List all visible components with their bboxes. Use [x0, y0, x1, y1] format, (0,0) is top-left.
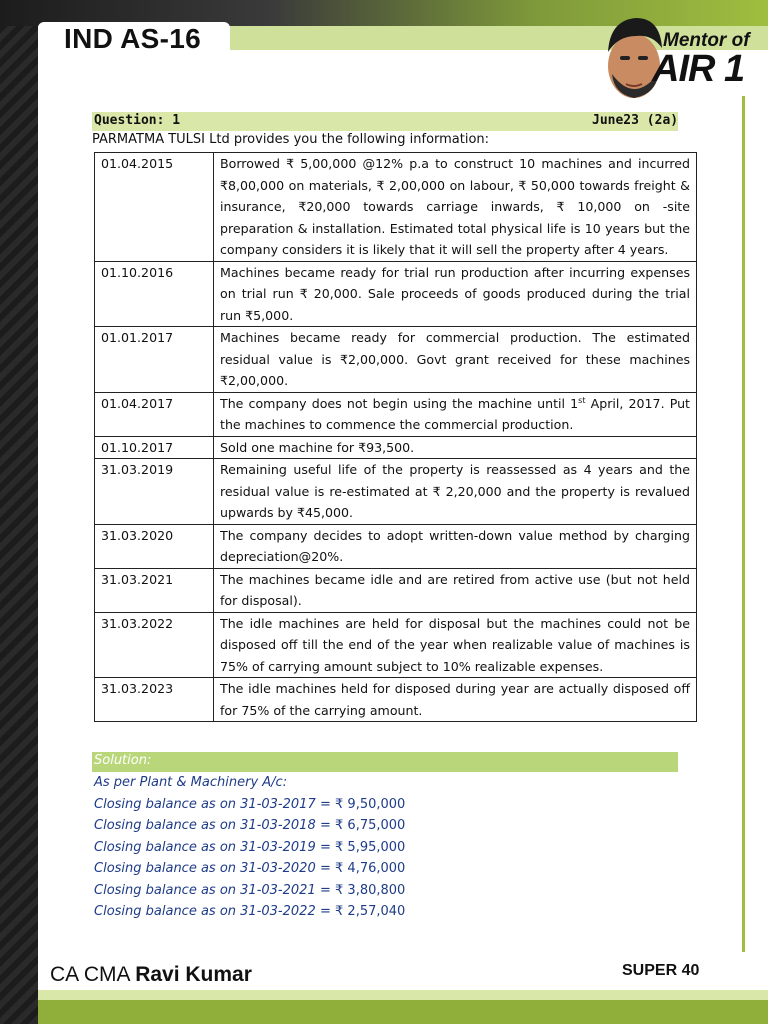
balance-label: Closing balance as on 31-03-2021 [94, 882, 316, 898]
row-description: Borrowed ₹ 5,00,000 @12% p.a to construct 10 machines and incurred ₹8,00,000 on materials, ₹ 2,00,000 on labour, ₹ 50,000 towards freight & insurance, ₹20,000 towards carriage inwards, ₹ 10,000 on -site preparation & installation. Estimated total physical life is 10 years but the company considers it is likely that it will sell the property after 4 years. [214, 153, 697, 262]
balance-label: Closing balance as on 31-03-2017 [94, 796, 316, 812]
table-row [95, 153, 697, 262]
balance-label: Closing balance as on 31-03-2022 [94, 904, 316, 919]
table-row [95, 612, 697, 678]
ordinal-suffix: st [578, 395, 586, 405]
row-date: 01.04.2015 [95, 153, 214, 262]
table-row [95, 436, 697, 459]
row-date: 01.10.2017 [95, 436, 214, 459]
row-description: Sold one machine for ₹93,500. [214, 436, 697, 459]
row-text-part: April, 2017. Put the machines to commence the commercial production. [220, 395, 690, 432]
row-description: The company decides to adopt written-down value method by charging depreciation@20%. [214, 524, 697, 568]
question-reference: June23 (2a) [592, 113, 679, 128]
table-row [95, 392, 697, 436]
balance-label: Closing balance as on 31-03-2020 [94, 861, 316, 876]
brand-line-1: Mentor of [663, 30, 750, 51]
bottom-light-band [38, 990, 768, 1000]
balance-value: = ₹ 2,57,040 [320, 904, 406, 919]
balance-value: = ₹ 9,50,000 [320, 796, 406, 812]
balance-value: = ₹ 4,76,000 [320, 861, 406, 876]
question-label: Question: 1 [94, 113, 181, 128]
balance-value: = ₹ 5,95,000 [320, 839, 406, 855]
row-description: Remaining useful life of the property is reassessed as 4 years and the residual value is re-estimated at ₹ 2,20,000 and the property is revalued upwards by ₹45,000. [214, 459, 697, 525]
table-row [95, 568, 697, 612]
row-description: The machines became idle and are retired from active use (but not held for disposal). [214, 568, 697, 612]
solution-heading: As per Plant & Machinery A/c: [94, 775, 288, 790]
bottom-green-band [38, 1000, 768, 1024]
author-name-bold: Ravi Kumar [135, 963, 252, 986]
row-description: The idle machines held for disposed during year are actually disposed off for 75% of the carrying amount. [214, 678, 697, 722]
row-date: 01.10.2016 [95, 261, 214, 327]
row-date: 01.01.2017 [95, 327, 214, 393]
page-title: IND AS-16 [64, 23, 202, 54]
row-description: Machines became ready for trial run production after incurring expenses on trial run ₹ 20,000. Sale proceeds of goods produced during the trial run ₹5,000. [214, 261, 697, 327]
series-label: SUPER 40 [622, 962, 700, 979]
row-date: 31.03.2023 [95, 678, 214, 722]
list-item [94, 880, 406, 902]
list-item [94, 837, 406, 859]
author-name [50, 963, 252, 987]
right-accent-line [742, 96, 745, 952]
author-prefix: CA CMA [50, 963, 136, 986]
table-row [95, 678, 697, 722]
row-text-part: The company does not begin using the machine until 1 [220, 395, 579, 411]
table-row [95, 327, 697, 393]
solution-header-bar [92, 752, 678, 772]
row-description [214, 392, 697, 436]
question-intro: PARMATMA TULSI Ltd provides you the following information: [92, 132, 490, 147]
list-item [94, 794, 406, 816]
row-date: 31.03.2021 [95, 568, 214, 612]
balance-value: = ₹ 6,75,000 [320, 818, 406, 833]
table-row [95, 261, 697, 327]
balance-label: Closing balance as on 31-03-2018 [94, 818, 316, 833]
row-description: Machines became ready for commercial production. The estimated residual value is ₹2,00,000. Govt grant received for these machines ₹2,00,000. [214, 327, 697, 393]
balance-label: Closing balance as on 31-03-2019 [94, 839, 316, 855]
balance-value: = ₹ 3,80,800 [320, 882, 406, 898]
left-decorative-strip [0, 0, 38, 1024]
solution-label: Solution: [94, 753, 152, 768]
table-row [95, 524, 697, 568]
list-item [94, 901, 406, 923]
list-item [94, 858, 406, 880]
solution-block [94, 772, 406, 923]
information-table [94, 152, 697, 722]
row-date: 31.03.2020 [95, 524, 214, 568]
row-date: 31.03.2022 [95, 612, 214, 678]
list-item [94, 815, 406, 837]
brand-line-2: AIR 1 [652, 48, 745, 90]
table-row [95, 459, 697, 525]
row-description: The idle machines are held for disposal but the machines could not be disposed off till the end of the year when realizable value of machines is 75% of carrying amount subject to 10% realizable expenses. [214, 612, 697, 678]
row-date: 01.04.2017 [95, 392, 214, 436]
row-date: 31.03.2019 [95, 459, 214, 525]
